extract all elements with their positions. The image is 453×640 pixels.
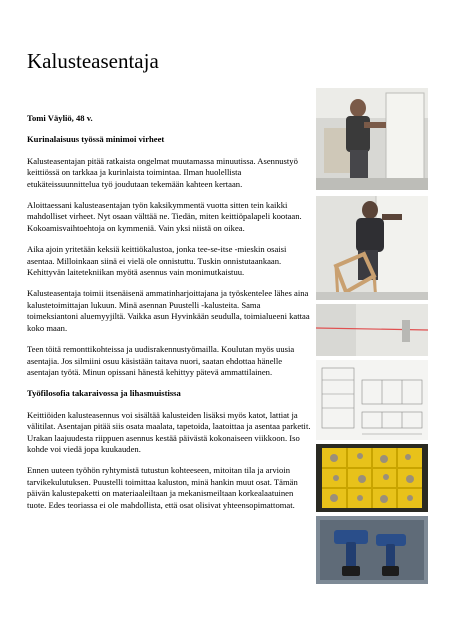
photo-parts-organizer (316, 444, 428, 512)
paragraph: Keittiöiden kalusteasennus voi sisältää kalusteiden lisäksi myös katot, lattiat ja välitilat. Asentajan pitää siis osata maalata, tapetoida, laatoittaa ja asentaa parketit. Urakan laajuudesta riippuen asennus kestää päivästä kokonaiseen viikkoon. Iso kohde voi viedä jopa kuukauden. (27, 409, 311, 454)
photo-installer-ladder (316, 196, 428, 300)
paragraph: Aloittaessani kalusteasentajan työn kaksikymmentä vuotta sitten tein kaikki mahdolliset virheet. Nyt osaan välttää ne. Tiedän, miten keittiöpalapeli kootaan. Kokoamisvaihtoehtoja on kymmeniä. Vain yksi niistä on oikea. (27, 200, 302, 233)
photo-installer-cabinet (316, 88, 428, 190)
paragraph: Ennen uuteen työhön ryhtymistä tutustun kohteeseen, mitoitan tila ja arvioin tarvikekulutuksen. Puustelli toimittaa kaluston, minä hankin muut osat. Tämän päivän kalustepaketti on materiaaleiltaan ja mekanismeiltaan korkealaatuinen tuote. Edes teoriassa ei ole mahdollista, että osat olisivat yhteensopimattomat. (27, 465, 298, 510)
section-heading-discipline: Kurinalaisuus työssä minimoi virheet (27, 134, 165, 145)
paragraph: Kalusteasentaja toimii itsenäisenä ammatinharjoittajana ja työskentelee lähes aina kalustetoimittajan lukuun. Minä asennan Puustelli -kalusteita. Sama toimeksiantoni aluemyyjiltä. Vaikka asun Hyvinkään seudulla, toimialueeni kattaa koko maan. (27, 288, 310, 333)
paragraph: Aika ajoin yritetään keksiä keittiökalustoa, jonka tee-se-itse -mieskin osaisi asentaa. Milloinkaan siinä ei vielä ole onnistuttu. Tuskin onnistutaankaan. Kehittyvän laitetekniikan myötä asennus vain monimutkaistuu. (27, 244, 287, 278)
photo-kitchen-drawing (316, 360, 428, 440)
photo-laser-level (316, 304, 428, 356)
photo-power-tools (316, 516, 428, 584)
paragraph: Teen töitä remonttikohteissa ja uudisrakennustyömailla. Koulutan myös uusia asentajia. Jos silmiini osuu käsistään taitava nuori, saatan ehdottaa hänelle asentajan työtä. Minun opissani hänestä kehittyy pätevä ammattilainen. (27, 344, 295, 377)
page-title: Kalusteasentaja (27, 49, 159, 73)
paragraph: Kalusteasentajan pitää ratkaista ongelmat muutamassa minuutissa. Asennustyö keittiössä on tarkkaa ja kurinlaista toimintaa. Ilman huolellista etukäteissuunnittelua työ joudutaan tekemään kahteen kertaan. (27, 155, 298, 189)
author-line: Tomi Väyliö, 48 v. (27, 113, 93, 123)
section-heading-philosophy: Työfilosofia takaraivossa ja lihasmuistissa (27, 388, 181, 399)
article-body (27, 113, 312, 521)
